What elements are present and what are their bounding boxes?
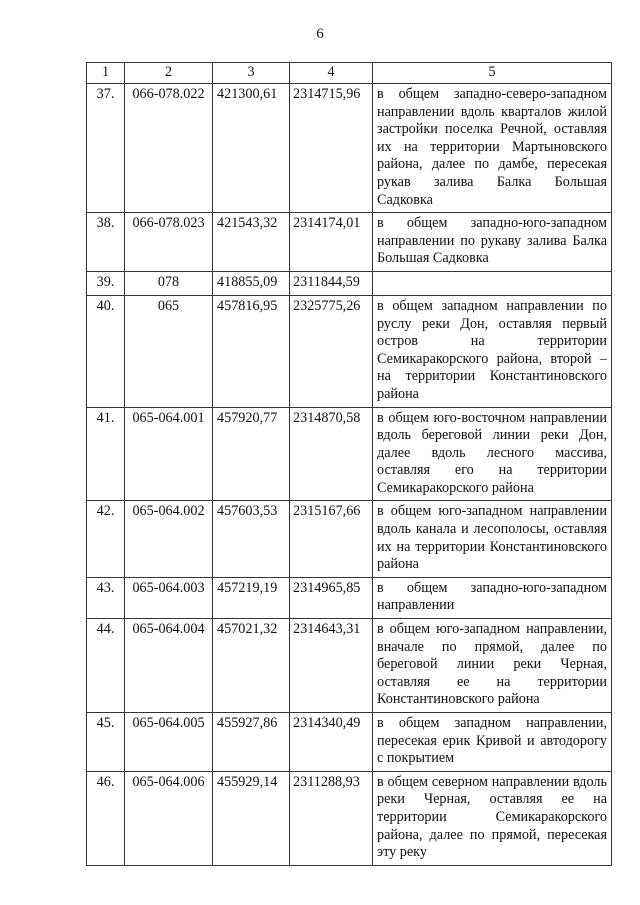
- y-coordinate-cell: 2325775,26: [290, 295, 373, 407]
- table-row: [87, 771, 612, 865]
- point-number-cell: 44.: [87, 619, 125, 713]
- table-header-row: [87, 63, 612, 84]
- boundary-description-cell: в общем юго-западном направлении вдоль канала и лесополосы, оставляя их на территории Константиновского района: [373, 501, 612, 577]
- point-id-cell: 066-078.023: [125, 213, 213, 272]
- x-coordinate-cell: 457816,95: [213, 295, 290, 407]
- x-coordinate-cell: 457021,32: [213, 619, 290, 713]
- point-id-cell: 065-064.002: [125, 501, 213, 577]
- boundary-description-cell: в общем западно-юго-западном направлении: [373, 577, 612, 618]
- point-number-cell: 39.: [87, 271, 125, 295]
- y-coordinate-cell: 2311844,59: [290, 271, 373, 295]
- point-id-cell: 065-064.005: [125, 713, 213, 772]
- y-coordinate-cell: 2314965,85: [290, 577, 373, 618]
- y-coordinate-cell: 2314174,01: [290, 213, 373, 272]
- header-cell: 4: [290, 63, 373, 84]
- table-row: [87, 295, 612, 407]
- point-number-cell: 40.: [87, 295, 125, 407]
- header-cell: 1: [87, 63, 125, 84]
- table-row: [87, 407, 612, 501]
- x-coordinate-cell: 457219,19: [213, 577, 290, 618]
- y-coordinate-cell: 2311288,93: [290, 771, 373, 865]
- x-coordinate-cell: 418855,09: [213, 271, 290, 295]
- point-number-cell: 41.: [87, 407, 125, 501]
- boundary-description-cell: в общем западном направлении, пересекая ерик Кривой и автодорогу с покрытием: [373, 713, 612, 772]
- x-coordinate-cell: 455929,14: [213, 771, 290, 865]
- boundary-description-cell: в общем северном направлении вдоль реки Черная, оставляя ее на территории Семикаракорского района, далее по прямой, пересекая эту реку: [373, 771, 612, 865]
- point-number-cell: 46.: [87, 771, 125, 865]
- point-number-cell: 42.: [87, 501, 125, 577]
- header-cell: 5: [373, 63, 612, 84]
- boundary-description-cell: [373, 271, 612, 295]
- y-coordinate-cell: 2314870,58: [290, 407, 373, 501]
- boundary-description-cell: в общем западно-юго-западном направлении по рукаву залива Балка Большая Садковка: [373, 213, 612, 272]
- point-id-cell: 065-064.001: [125, 407, 213, 501]
- x-coordinate-cell: 457920,77: [213, 407, 290, 501]
- boundary-description-cell: в общем юго-западном направлении, вначале по прямой, далее по береговой линии реки Черная, оставляя ее на территории Константиновского района: [373, 619, 612, 713]
- table-row: [87, 619, 612, 713]
- point-number-cell: 38.: [87, 213, 125, 272]
- point-id-cell: 065: [125, 295, 213, 407]
- boundary-coordinates-table: [86, 62, 612, 866]
- x-coordinate-cell: 457603,53: [213, 501, 290, 577]
- table-row: [87, 213, 612, 272]
- table-row: [87, 713, 612, 772]
- x-coordinate-cell: 455927,86: [213, 713, 290, 772]
- header-cell: 2: [125, 63, 213, 84]
- point-number-cell: 37.: [87, 84, 125, 213]
- x-coordinate-cell: 421300,61: [213, 84, 290, 213]
- boundary-description-cell: в общем юго-восточном направлении вдоль береговой линии реки Дон, далее вдоль лесного массива, оставляя его на территории Семикаракорского района: [373, 407, 612, 501]
- boundary-description-cell: в общем западно-северо-западном направлении вдоль кварталов жилой застройки поселка Речной, оставляя их на территории Мартыновского района, далее по дамбе, пересекая рукав залива Балка Большая Садковка: [373, 84, 612, 213]
- point-id-cell: 066-078.022: [125, 84, 213, 213]
- boundary-description-cell: в общем западном направлении по руслу реки Дон, оставляя первый остров на территории Семикаракорского района, второй – на территории Константиновского района: [373, 295, 612, 407]
- y-coordinate-cell: 2314340,49: [290, 713, 373, 772]
- point-id-cell: 078: [125, 271, 213, 295]
- y-coordinate-cell: 2314643,31: [290, 619, 373, 713]
- point-id-cell: 065-064.006: [125, 771, 213, 865]
- y-coordinate-cell: 2315167,66: [290, 501, 373, 577]
- table-row: [87, 577, 612, 618]
- header-cell: 3: [213, 63, 290, 84]
- point-number-cell: 45.: [87, 713, 125, 772]
- page-number: 6: [316, 26, 324, 42]
- point-id-cell: 065-064.004: [125, 619, 213, 713]
- y-coordinate-cell: 2314715,96: [290, 84, 373, 213]
- table-row: [87, 501, 612, 577]
- point-id-cell: 065-064.003: [125, 577, 213, 618]
- x-coordinate-cell: 421543,32: [213, 213, 290, 272]
- table-row: [87, 84, 612, 213]
- point-number-cell: 43.: [87, 577, 125, 618]
- table-row: [87, 271, 612, 295]
